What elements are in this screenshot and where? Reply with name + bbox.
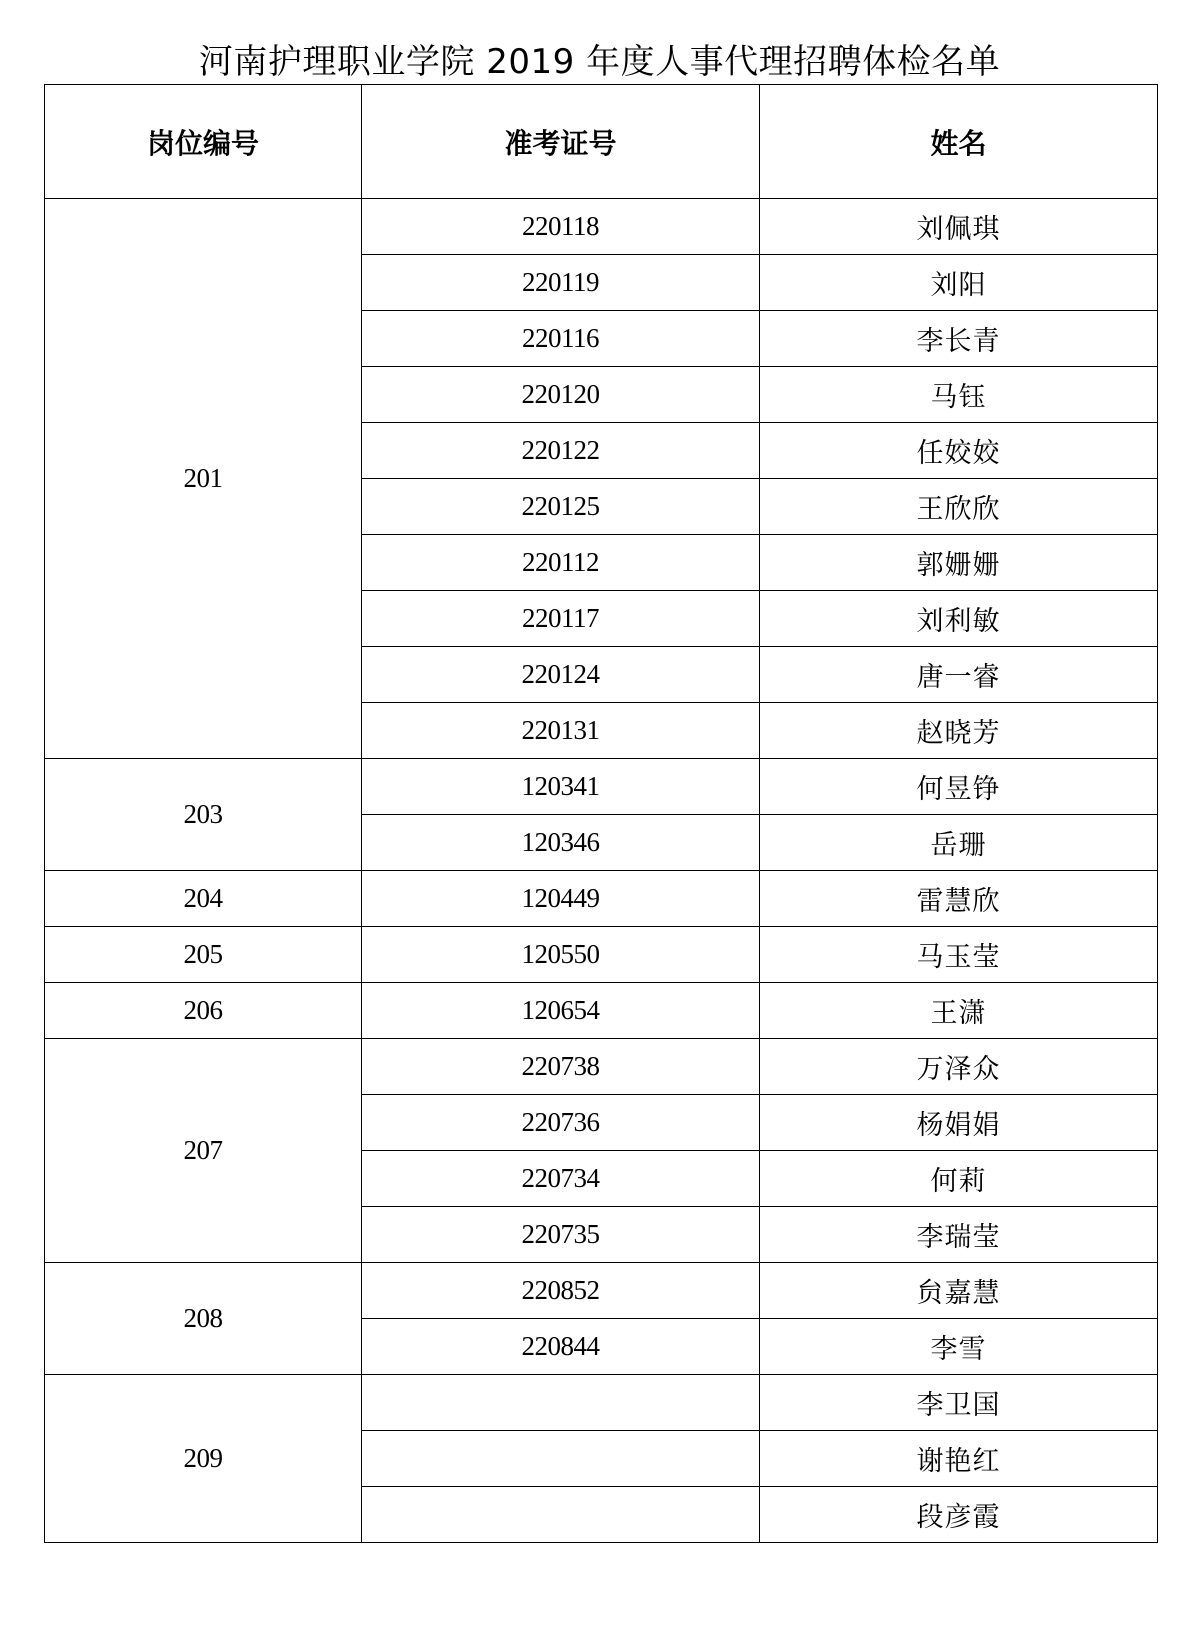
exam-number-cell: 220112 — [362, 535, 760, 591]
table-header — [45, 85, 1158, 199]
exam-number-cell: 120654 — [362, 983, 760, 1039]
exam-number-cell: 220844 — [362, 1319, 760, 1375]
exam-number-cell: 220122 — [362, 423, 760, 479]
exam-number-cell: 220116 — [362, 311, 760, 367]
table-body — [45, 199, 1158, 1543]
post-number-cell: 207 — [45, 1039, 362, 1263]
candidate-name-cell: 马钰 — [760, 367, 1158, 423]
exam-number-cell: 220734 — [362, 1151, 760, 1207]
exam-number-cell: 220735 — [362, 1207, 760, 1263]
header-post-number: 岗位编号 — [45, 85, 362, 199]
exam-number-cell: 220125 — [362, 479, 760, 535]
document-title: 河南护理职业学院 2019 年度人事代理招聘体检名单 — [198, 42, 1001, 82]
candidate-name-cell: 王欣欣 — [760, 479, 1158, 535]
candidate-name-cell: 贠嘉慧 — [760, 1263, 1158, 1319]
candidate-name-cell: 王潇 — [760, 983, 1158, 1039]
exam-number-cell: 120550 — [362, 927, 760, 983]
header-name: 姓名 — [760, 85, 1158, 199]
candidate-name-cell: 郭姗姗 — [760, 535, 1158, 591]
candidate-name-cell: 刘阳 — [760, 255, 1158, 311]
header-row — [45, 85, 1158, 199]
candidate-name-cell: 李瑞莹 — [760, 1207, 1158, 1263]
table-row — [45, 1375, 1158, 1431]
candidate-name-cell: 唐一睿 — [760, 647, 1158, 703]
header-exam-number: 准考证号 — [362, 85, 760, 199]
post-number-cell: 208 — [45, 1263, 362, 1375]
exam-number-cell — [362, 1375, 760, 1431]
candidate-name-cell: 赵晓芳 — [760, 703, 1158, 759]
table-row — [45, 1039, 1158, 1095]
candidate-name-cell: 何莉 — [760, 1151, 1158, 1207]
post-number-cell: 204 — [45, 871, 362, 927]
post-number-cell: 203 — [45, 759, 362, 871]
candidate-name-cell: 马玉莹 — [760, 927, 1158, 983]
exam-number-cell: 120346 — [362, 815, 760, 871]
table-row — [45, 759, 1158, 815]
post-number-cell: 205 — [45, 927, 362, 983]
candidate-name-cell: 段彦霞 — [760, 1487, 1158, 1543]
candidate-name-cell: 岳珊 — [760, 815, 1158, 871]
table-row — [45, 927, 1158, 983]
exam-number-cell: 220118 — [362, 199, 760, 255]
candidate-name-cell: 任姣姣 — [760, 423, 1158, 479]
candidate-name-cell: 李雪 — [760, 1319, 1158, 1375]
exam-number-cell: 120341 — [362, 759, 760, 815]
post-number-cell: 201 — [45, 199, 362, 759]
exam-number-cell — [362, 1431, 760, 1487]
exam-number-cell: 120449 — [362, 871, 760, 927]
table-row — [45, 199, 1158, 255]
post-number-cell: 209 — [45, 1375, 362, 1543]
candidate-name-cell: 雷慧欣 — [760, 871, 1158, 927]
candidate-name-cell: 万泽众 — [760, 1039, 1158, 1095]
exam-number-cell: 220131 — [362, 703, 760, 759]
table-row — [45, 1263, 1158, 1319]
exam-number-cell: 220120 — [362, 367, 760, 423]
physical-exam-list-table — [44, 84, 1158, 1543]
exam-number-cell: 220852 — [362, 1263, 760, 1319]
table-row — [45, 871, 1158, 927]
exam-number-cell: 220736 — [362, 1095, 760, 1151]
candidate-name-cell: 何昱铮 — [760, 759, 1158, 815]
table-row — [45, 983, 1158, 1039]
exam-number-cell: 220117 — [362, 591, 760, 647]
exam-number-cell — [362, 1487, 760, 1543]
post-number-cell: 206 — [45, 983, 362, 1039]
exam-number-cell: 220119 — [362, 255, 760, 311]
candidate-name-cell: 谢艳红 — [760, 1431, 1158, 1487]
exam-number-cell: 220738 — [362, 1039, 760, 1095]
candidate-name-cell: 杨娟娟 — [760, 1095, 1158, 1151]
candidate-name-cell: 李卫国 — [760, 1375, 1158, 1431]
exam-number-cell: 220124 — [362, 647, 760, 703]
candidate-name-cell: 刘佩琪 — [760, 199, 1158, 255]
candidate-name-cell: 李长青 — [760, 311, 1158, 367]
candidate-name-cell: 刘利敏 — [760, 591, 1158, 647]
